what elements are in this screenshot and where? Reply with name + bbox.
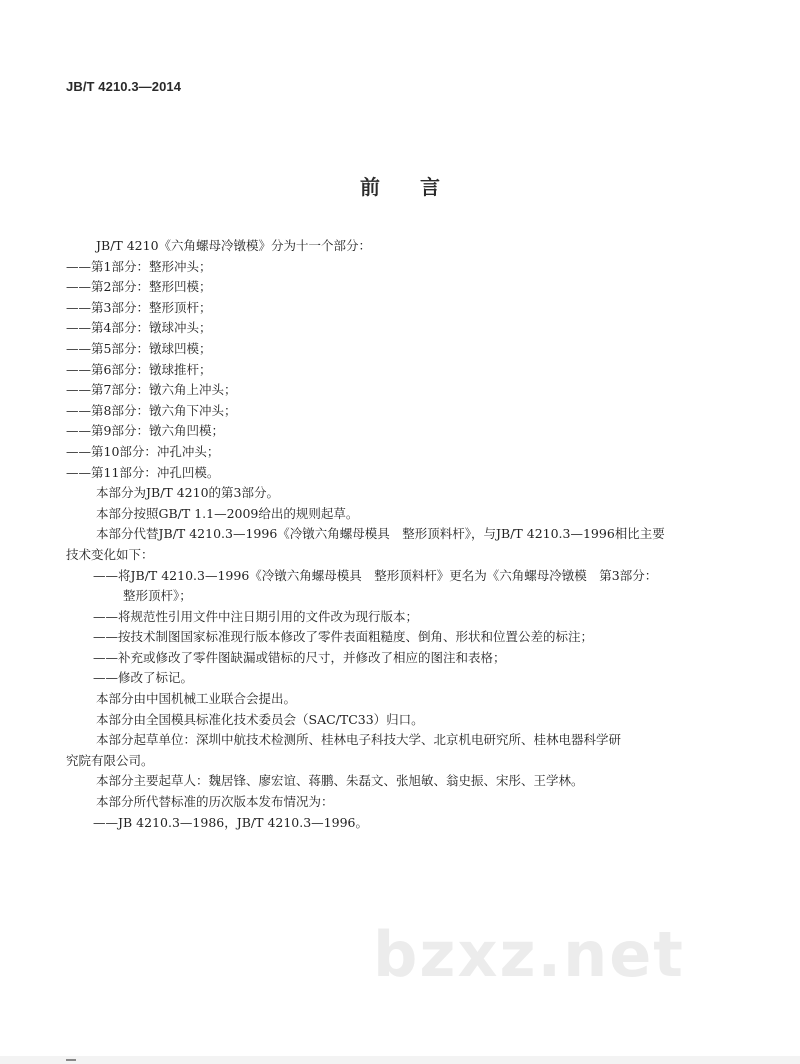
part-list-item: ——第11部分：冲孔凹模。 (66, 464, 220, 480)
history-list-item: ——JB 4210.3—1986，JB/T 4210.3—1996。 (93, 814, 368, 830)
page-footer-band (0, 1056, 800, 1064)
part-list-item: ——第9部分：镦六角凹模； (66, 423, 224, 439)
part-list-item: ——第10部分：冲孔冲头； (66, 443, 220, 459)
page-footer-mark (66, 1059, 76, 1061)
part-list-item: ——第2部分：整形凹模； (66, 279, 212, 295)
change-list-item: ——将规范性引用文件中注日期引用的文件改为现行版本； (93, 608, 419, 624)
change-list-item: ——按技术制图国家标准现行版本修改了零件表面粗糙度、倒角、形状和位置公差的标注； (93, 629, 594, 645)
intro-paragraph: JB/T 4210《六角螺母冷镦模》分为十一个部分： (96, 238, 372, 253)
page-title: 前言 (360, 175, 480, 199)
part-of-paragraph: 本部分为JB/T 4210的第3部分。 (96, 485, 279, 501)
part-list-item: ——第3部分：整形顶杆； (66, 299, 212, 315)
part-list-item: ——第5部分：镦球凹模； (66, 340, 212, 356)
standard-code-header: JB/T 4210.3—2014 (66, 79, 182, 94)
part-list-item: ——第6部分：镦球推杆； (66, 361, 212, 377)
change-list-item: ——将JB/T 4210.3—1996《冷镦六角螺母模具 整形顶料杆》更名为《六角螺母冷镦模 第3部分： (93, 567, 658, 583)
centralized-by-paragraph: 本部分由全国模具标准化技术委员会（SAC/TC33）归口。 (96, 711, 424, 727)
proposed-by-paragraph: 本部分由中国机械工业联合会提出。 (96, 691, 297, 707)
drafting-rules-paragraph: 本部分按照GB/T 1.1—2009给出的规则起草。 (96, 505, 359, 521)
part-list-item: ——第4部分：镦球冲头； (66, 320, 212, 336)
foreword-body (0, 236, 800, 833)
change-list-item: ——修改了标记。 (93, 670, 194, 686)
replaces-paragraph: 本部分代替JB/T 4210.3—1996《冷镦六角螺母模具 整形顶料杆》，与JB/T 4210.3—1996相比主要 (96, 526, 665, 542)
change-list-item: ——补充或修改了零件图缺漏或错标的尺寸，并修改了相应的图注和表格； (93, 649, 506, 665)
history-paragraph: 本部分所代替标准的历次版本发布情况为： (96, 794, 334, 810)
part-list-item: ——第8部分：镦六角下冲头； (66, 402, 237, 418)
drafters-paragraph: 本部分主要起草人：魏居锋、廖宏谊、蒋鹏、朱磊文、张旭敏、翁史振、宋彤、王学林。 (96, 773, 584, 789)
change-list-item-continuation: 整形顶杆》； (123, 588, 192, 604)
replaces-paragraph-continuation: 技术变化如下： (66, 546, 154, 562)
drafting-units-paragraph: 本部分起草单位：深圳中航技术检测所、桂林电子科技大学、北京机电研究所、桂林电器科学研 (96, 732, 622, 748)
part-list-item: ——第7部分：镦六角上冲头； (66, 382, 237, 398)
watermark-text: bzxz.net (373, 918, 685, 991)
drafting-units-continuation: 究院有限公司。 (66, 752, 154, 768)
part-list-item: ——第1部分：整形冲头； (66, 258, 212, 274)
